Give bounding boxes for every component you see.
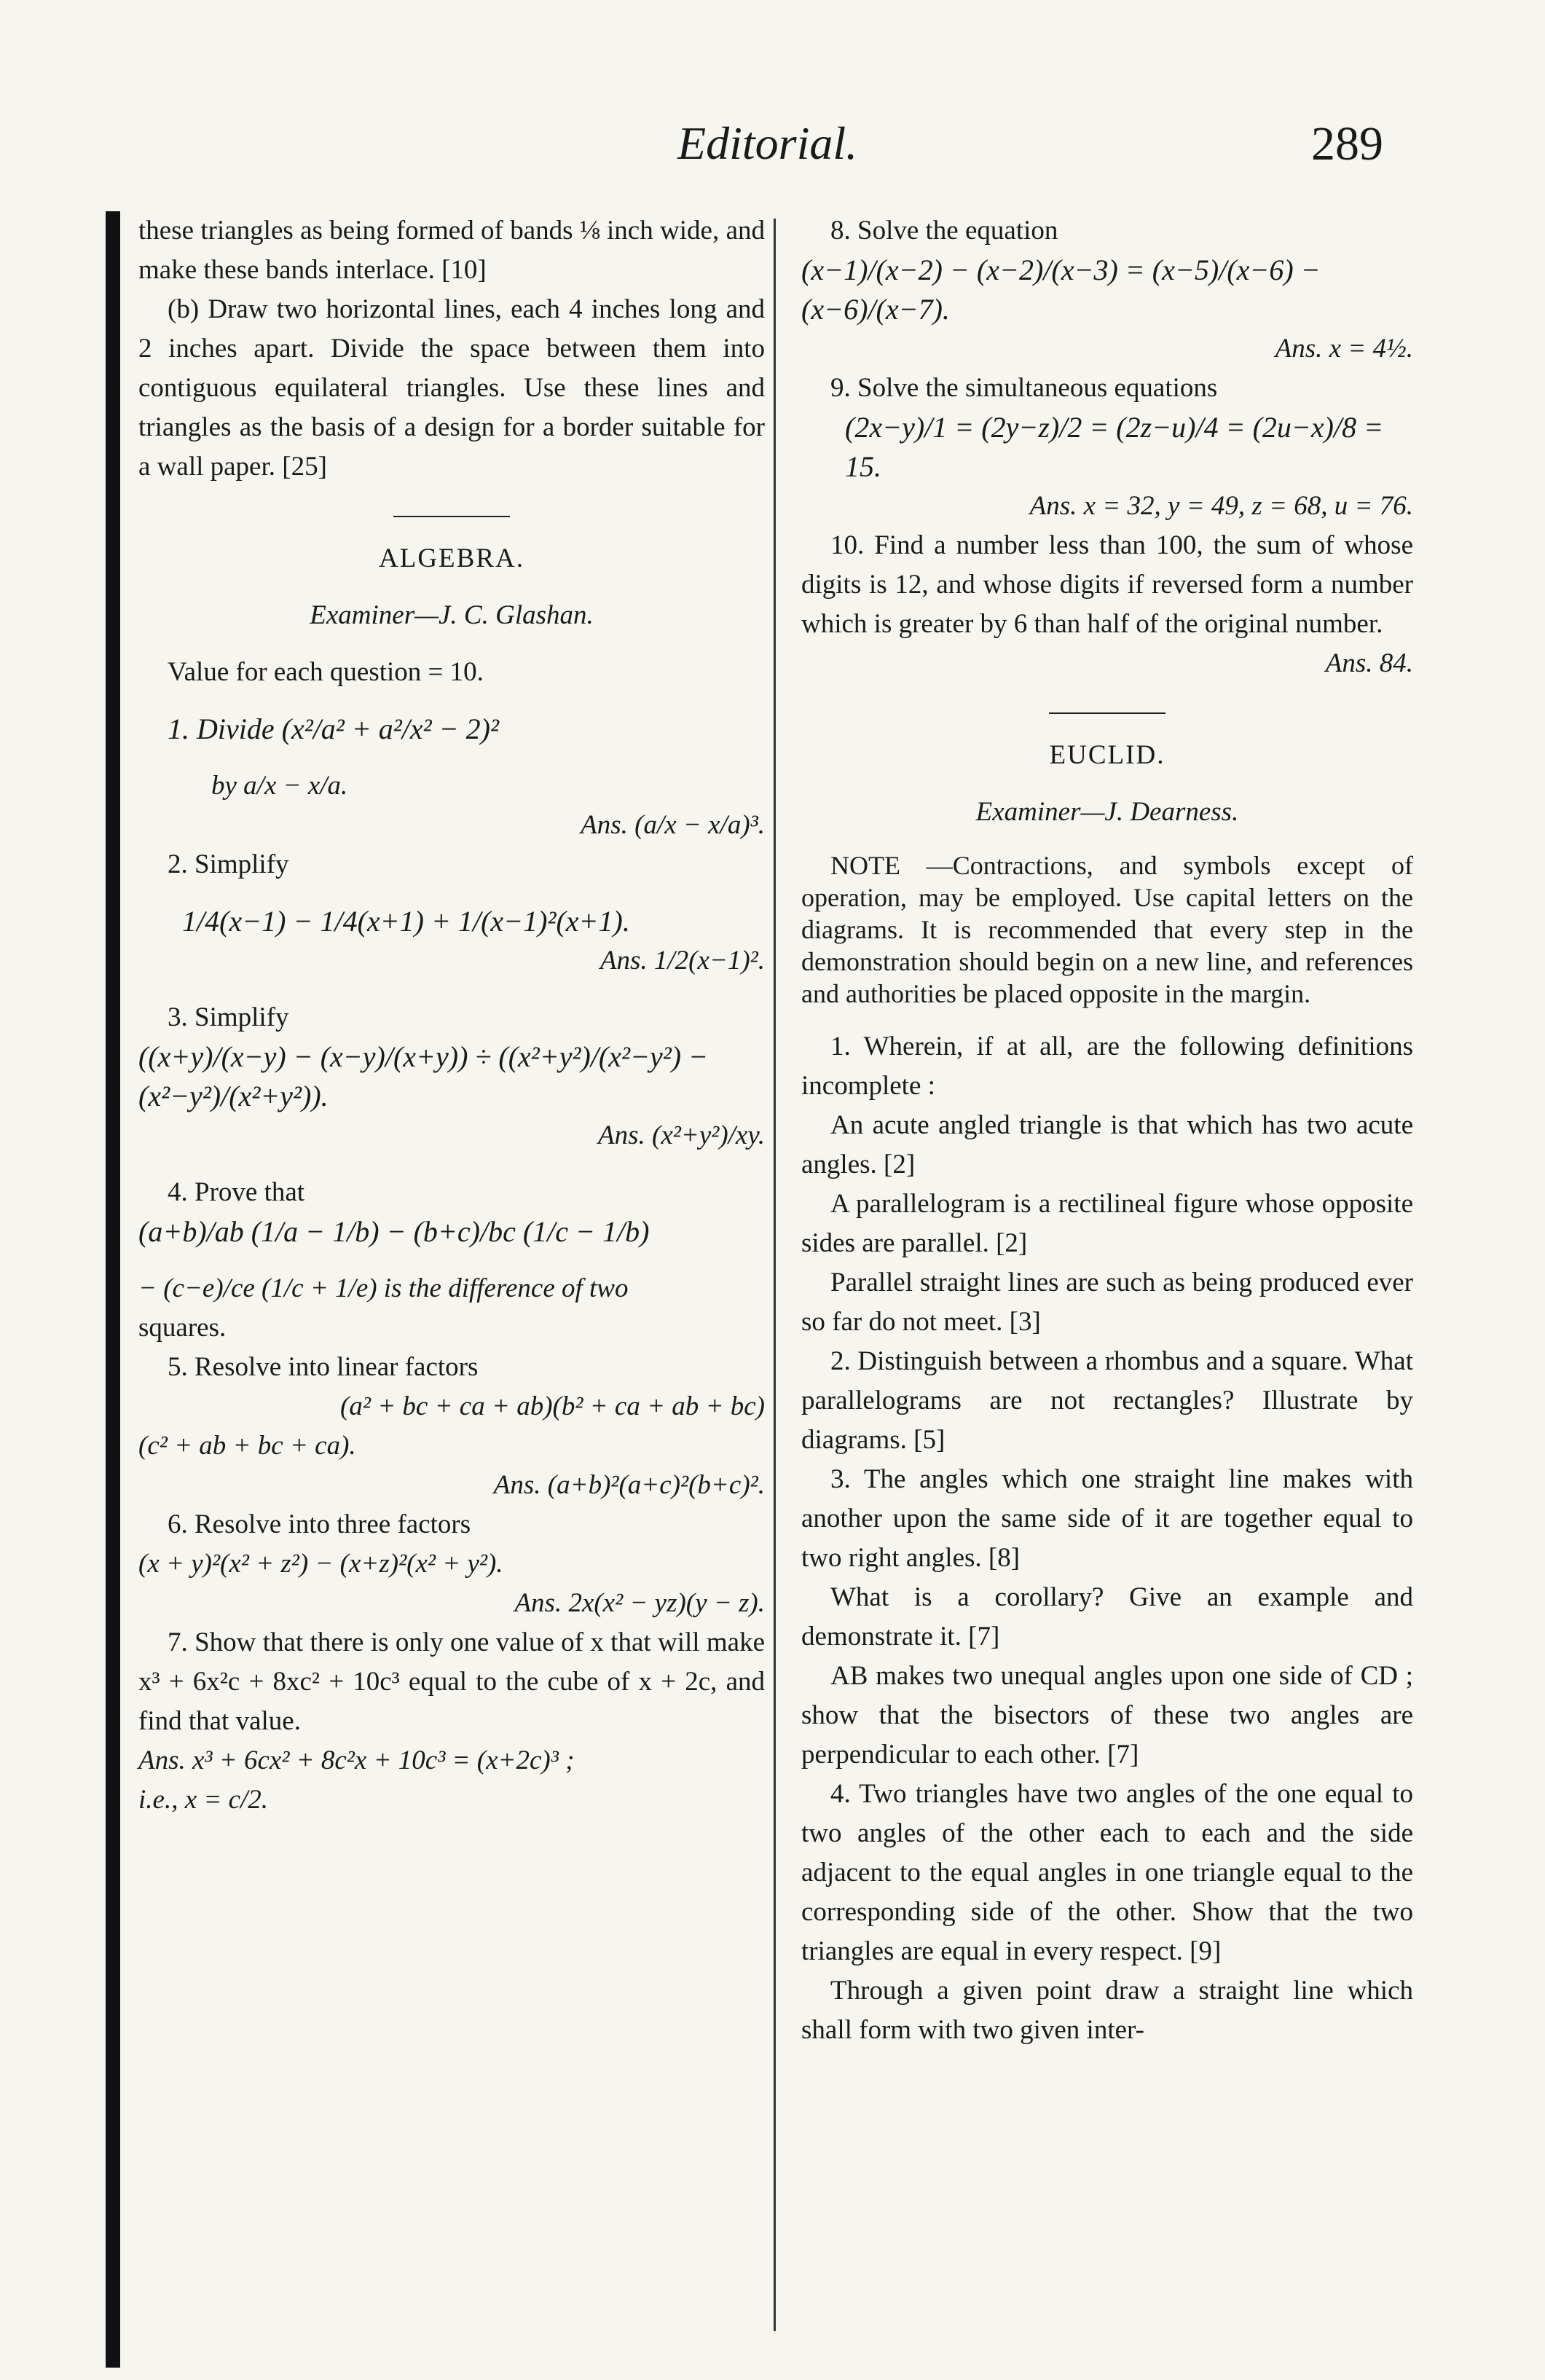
question-4-tail: squares. bbox=[138, 1313, 227, 1343]
question-5-expression-1: (a² + bc + ca + ab)(b² + ca + ab + bc) bbox=[340, 1391, 765, 1421]
euclid-heading: EUCLID. bbox=[1049, 740, 1165, 770]
question-9: 9. Solve the simultaneous equations bbox=[830, 373, 1218, 403]
left-column bbox=[138, 211, 765, 1820]
question-3-expression: ((x+y)/(x−y) − (x−y)/(x+y)) ÷ ((x²+y²)/(x²−y²) − (x²−y²)/(x²+y²)). bbox=[138, 1040, 709, 1112]
euclid-question-1a: An acute angled triangle is that which has two acute angles. [2] bbox=[801, 1110, 1413, 1179]
euclid-question-3a: What is a corollary? Give an example and demonstrate it. [7] bbox=[801, 1582, 1413, 1652]
question-2: 2. Simplify bbox=[168, 849, 289, 879]
euclid-examiner: Examiner—J. Dearness. bbox=[975, 797, 1239, 827]
binding-margin bbox=[106, 211, 120, 2368]
euclid-question-4a: Through a given point draw a straight line which shall form with two given inter- bbox=[801, 1976, 1413, 2045]
column-divider bbox=[774, 219, 776, 2331]
question-8-answer: Ans. x = 4½. bbox=[1275, 334, 1413, 364]
page-number: 289 bbox=[1311, 117, 1383, 170]
section-rule bbox=[393, 516, 510, 517]
algebra-heading: ALGEBRA. bbox=[379, 543, 524, 573]
question-6: 6. Resolve into three factors bbox=[168, 1509, 471, 1539]
question-6-expression: (x + y)²(x² + z²) − (x+z)²(x² + y²). bbox=[138, 1549, 503, 1579]
question-2-expression: 1/4(x−1) − 1/4(x+1) + 1/(x−1)²(x+1). bbox=[182, 905, 630, 938]
question-8-expression: (x−1)/(x−2) − (x−2)/(x−3) = (x−5)/(x−6) − (x−6)/(x−7). bbox=[801, 254, 1321, 326]
euclid-note: NOTE —Contractions, and symbols except of operation, may be employed. Use capital letters on the diagrams. It is recommended that every step in the demonstration should begin on a new line, and references and authorities be placed opposite in the margin. bbox=[801, 851, 1413, 1008]
right-column bbox=[801, 211, 1413, 2050]
algebra-examiner: Examiner—J. C. Glashan. bbox=[310, 600, 594, 630]
question-4-expression-1: (a+b)/ab (1/a − 1/b) − (b+c)/bc (1/c − 1/b) bbox=[138, 1215, 650, 1248]
question-9-answer: Ans. x = 32, y = 49, z = 68, u = 76. bbox=[1029, 491, 1413, 521]
question-7: 7. Show that there is only one value of x that will make x³ + 6x²c + 8xc² + 10c³ equal to the cube of x + 2c, and find that value. bbox=[138, 1627, 765, 1736]
question-1-divisor: by a/x − x/a. bbox=[211, 771, 348, 801]
question-1-answer: Ans. (a/x − x/a)³. bbox=[581, 810, 765, 840]
euclid-question-1c: Parallel straight lines are such as being produced ever so far do not meet. [3] bbox=[801, 1268, 1413, 1337]
euclid-question-1: 1. Wherein, if at all, are the following definitions incomplete : bbox=[801, 1032, 1413, 1101]
euclid-question-3: 3. The angles which one straight line makes with another upon the same side of it are together equal to two right angles. [8] bbox=[801, 1464, 1413, 1573]
euclid-question-3b: AB makes two unequal angles upon one side of CD ; show that the bisectors of these two angles are perpendicular to each other. [7] bbox=[801, 1661, 1413, 1770]
question-7-conclusion: i.e., x = c/2. bbox=[138, 1785, 269, 1815]
question-10: 10. Find a number less than 100, the sum of whose digits is 12, and whose digits if reversed form a number which is greater by 6 than half of the original number. bbox=[801, 530, 1413, 639]
question-7-answer: Ans. x³ + 6cx² + 8c²x + 10c³ = (x+2c)³ ; bbox=[138, 1745, 575, 1775]
value-line: Value for each question = 10. bbox=[168, 657, 484, 687]
question-3-answer: Ans. (x²+y²)/xy. bbox=[598, 1120, 765, 1150]
euclid-question-4: 4. Two triangles have two angles of the one equal to two angles of the other each to each and the side adjacent to the equal angles in one triangle equal to the corresponding side of the other. Show that the two triangles are equal in every respect. [9] bbox=[801, 1779, 1413, 1966]
question-2-answer: Ans. 1/2(x−1)². bbox=[599, 946, 765, 975]
question-5-expression-2: (c² + ab + bc + ca). bbox=[138, 1431, 356, 1461]
intro-paragraph-2: (b) Draw two horizontal lines, each 4 inches long and 2 inches apart. Divide the space between them into contiguous equilateral triangles. Use these lines and triangles as the basis of a design for a border suitable for a wall paper. [25] bbox=[138, 294, 765, 482]
question-5: 5. Resolve into linear factors bbox=[168, 1352, 479, 1382]
question-9-expression: (2x−y)/1 = (2y−z)/2 = (2z−u)/4 = (2u−x)/8 = 15. bbox=[845, 411, 1384, 483]
question-3: 3. Simplify bbox=[168, 1002, 289, 1032]
section-rule-2 bbox=[1049, 712, 1165, 714]
question-5-answer: Ans. (a+b)²(a+c)²(b+c)². bbox=[493, 1470, 765, 1500]
question-4-expression-2: − (c−e)/ce (1/c + 1/e) is the difference of two bbox=[138, 1273, 629, 1303]
question-4: 4. Prove that bbox=[168, 1177, 305, 1207]
question-8: 8. Solve the equation bbox=[830, 216, 1058, 246]
question-1: 1. Divide (x²/a² + a²/x² − 2)² bbox=[168, 712, 499, 745]
running-header-title: Editorial. bbox=[677, 117, 858, 169]
intro-paragraph-1: these triangles as being formed of bands ⅛ inch wide, and make these bands interlace. [10] bbox=[138, 216, 765, 285]
euclid-question-2: 2. Distinguish between a rhombus and a square. What parallelograms are not rectangles? Illustrate by diagrams. [5] bbox=[801, 1346, 1413, 1455]
question-10-answer: Ans. 84. bbox=[1325, 648, 1413, 678]
euclid-question-1b: A parallelogram is a rectilineal figure whose opposite sides are parallel. [2] bbox=[801, 1189, 1413, 1258]
question-6-answer: Ans. 2x(x² − yz)(y − z). bbox=[514, 1588, 765, 1618]
